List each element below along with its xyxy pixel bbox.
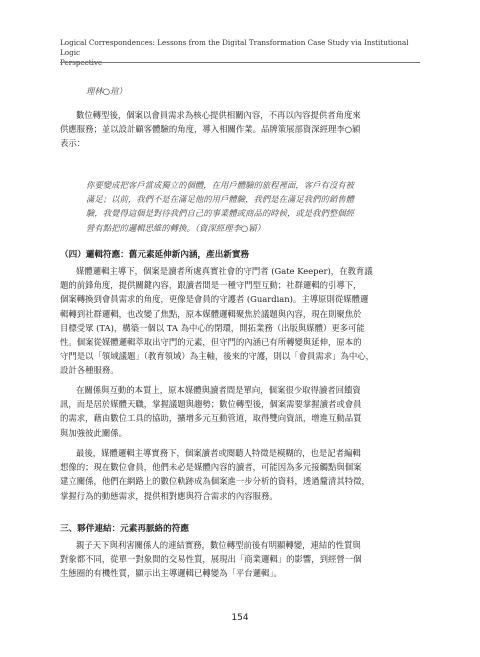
- para4-line: 掌握行為的動態需求，提供相對應與符合需求的內容服務。: [60, 490, 278, 501]
- page-number: 154: [231, 613, 249, 623]
- block-quote: [60, 178, 420, 235]
- para3-line: 在關係與互動的本質上，原本媒體與讀者間是單向，個案很少取得讀者回饋資: [76, 385, 361, 395]
- interview-reference: [60, 84, 420, 98]
- header-title-line1: Logical Correspondences: Lessons from the Digital Transformation Case Study via Institutional Logic: [60, 38, 409, 57]
- section-heading-4: [60, 248, 420, 262]
- quote-line: 營有點把的邏輯思維的轉換。（資深經理李○穎）: [86, 222, 265, 233]
- para1-line: 供應服務；並以設計顧客體驗的角度，導入相關作業。品牌策展部資深經理李○穎: [60, 124, 361, 135]
- quote-line: 你要變成把客戶當成獨立的個體，在用戶體驗的旅程裡面，客戶有沒有被: [86, 180, 354, 190]
- section-heading-3: [60, 522, 420, 536]
- para2-line: 題的前鋒角度，提供關鍵內容，跟讀者間是一種守門型互動；社群邏輯的引導下，: [60, 280, 362, 291]
- para3-line: 訊，而是居於媒體天職，掌握議題與趨勢；數位轉型後，個案需要掌握讀者或會員: [60, 399, 362, 410]
- para2-line: 媒體邏輯主導下，個案是讀者所處真實社會的守門者 (Gate Keeper)，在教育議: [76, 266, 373, 276]
- paragraph-3: [60, 383, 420, 440]
- para2-line: 設計各種服務。: [60, 365, 119, 376]
- heading-4-text: （四）邏輯符應：舊元素延伸新內涵，產出新實務: [60, 250, 250, 260]
- para2-line: 守門是以「領域議題」（教育領域）為主軸，後來的守護，則以「會員需求」為中心，: [60, 351, 375, 362]
- quote-line: 驗，我覺得這個是對待我們自己的事業體或商品的時候，或是我們整個經: [86, 208, 354, 219]
- para1-line: 數位轉型後，個案以會員需求為核心提供相關內容，不再以內容提供者角度來: [76, 110, 361, 120]
- header-title-line2: Perspective: [60, 58, 103, 67]
- paragraph-1: [60, 108, 420, 151]
- para3-line: 與加強彼此關係。: [60, 427, 127, 438]
- header-rule: [60, 62, 420, 63]
- paragraph-2: [60, 264, 420, 378]
- para2-line: 個案轉換到會員需求的角度，更像是會員的守護者 (Guardian)。主導原則從媒體邏: [60, 294, 369, 305]
- para5-line: 生態圈的有機性質，顯示出主導邏輯已轉變為「平台邏輯」。: [60, 568, 282, 579]
- running-header: [60, 38, 420, 68]
- para4-line: 最後，媒體邏輯主導實務下，個案讀者或閱聽人特徵是模糊的，也是記者編輯: [76, 448, 361, 458]
- interview-ref-text: 理林○瑄）: [86, 86, 127, 96]
- para4-line: 建立關係，他們在網路上的數位軌跡成為個案進一步分析的資料，透過釐清其特徵，: [60, 476, 370, 487]
- para2-line: 輯轉到社群邏輯，也改變了焦點，原本媒體邏輯聚焦於議題與內容，現在則聚焦於: [60, 308, 362, 319]
- para4-line: 想像的；現在數位會員，他們未必是媒體內容的讀者，可能因為多元接觸點與個案: [60, 462, 362, 473]
- para2-line: 目標受眾 (TA)，構築一個以 TA 為中心的閉環，開拓業務（出版與媒體）更多可能: [60, 322, 365, 333]
- para1-line: 表示：: [60, 138, 86, 149]
- para2-line: 性。個案從媒體邏輯萃取出守門的元素，但守門的內涵已有所轉變與延伸，原本的: [60, 337, 362, 348]
- para5-line: 親子天下與利害關係人的連結實務，數位轉型前後有明顯轉變，連結的性質與: [76, 540, 361, 550]
- paragraph-5: [60, 538, 420, 581]
- quote-line: 滿足；以前，我們不是在滿足他的用戶體驗，我們是在滿足我們的銷售體: [86, 194, 354, 205]
- paragraph-4: [60, 446, 420, 503]
- heading-3-text: 三、夥伴連結：元素再脈絡的符應: [60, 524, 189, 534]
- para5-line: 對象都不同，從單一對象間的交易性質，展現出「商業邏輯」的影響，到經營一個: [60, 554, 362, 565]
- para3-line: 的需求，藉由數位工具的協助，擴增多元互動管道，取得雙向資訊，增進互動品質: [60, 413, 362, 424]
